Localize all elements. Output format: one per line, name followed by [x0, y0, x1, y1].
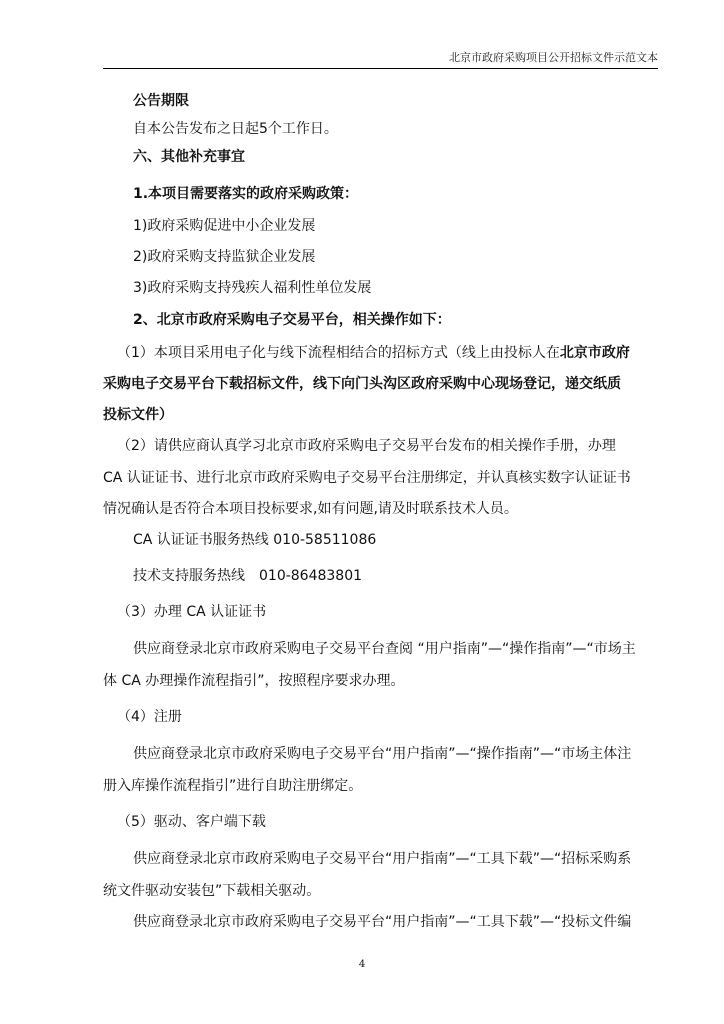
document-header-title: 北京市政府采购项目公开招标文件示范文本 [449, 51, 658, 64]
policy-item-2: 2)政府采购支持监狱企业发展 [133, 249, 316, 265]
sub5-heading: （5）驱动、客户端下载 [117, 814, 266, 830]
para1-line2: 采购电子交易平台下载招标文件，线下向门头沟区政府采购中心现场登记，递交纸质 [103, 376, 621, 392]
tech-hotline: 技术支持服务热线 010-86483801 [133, 568, 363, 584]
policy-item-3: 3)政府采购支持残疾人福利性单位发展 [133, 280, 372, 296]
para2-line3: 情况确认是否符合本项目投标要求,如有问题,请及时联系技术人员。 [103, 501, 518, 517]
sub4-line1: 供应商登录北京市政府采购电子交易平台“用户指南”—“操作指南”—“市场主体注 [133, 746, 632, 762]
para1-line1 [117, 344, 630, 362]
para1-line1-normal: （1）本项目采用电子化与线下流程相结合的招标方式（线上由投标人在 [117, 345, 560, 361]
para1-line3: 投标文件） [103, 407, 173, 423]
para2-line2: CA 认证证书、进行北京市政府采购电子交易平台注册绑定，并认真核实数字认证证书 [103, 470, 631, 486]
page-number: 4 [358, 959, 366, 970]
sub4-line2: 册入库操作流程指引”进行自助注册绑定。 [103, 778, 363, 794]
notice-period-heading: 公告期限 [133, 93, 189, 109]
sub5-para1-line1: 供应商登录北京市政府采购电子交易平台“用户指南”—“工具下载”—“招标采购系 [133, 851, 632, 867]
policy-item-1: 1)政府采购促进中小企业发展 [133, 218, 316, 234]
platform-heading: 2、北京市政府采购电子交易平台，相关操作如下： [133, 312, 451, 328]
notice-period-text: 自本公告发布之日起5个工作日。 [133, 121, 338, 137]
sub3-line1: 供应商登录北京市政府采购电子交易平台查阅 “用户指南”—“操作指南”—“市场主 [133, 641, 636, 657]
sub3-heading: （3）办理 CA 认证证书 [117, 604, 267, 620]
sub5-para2-line1: 供应商登录北京市政府采购电子交易平台“用户指南”—“工具下载”—“投标文件编 [133, 914, 632, 930]
para1-line1-bold: 北京市政府 [559, 345, 630, 361]
header-divider [103, 68, 658, 69]
ca-hotline: CA 认证证书服务热线 010-58511086 [133, 532, 377, 548]
section-six-heading: 六、其他补充事宜 [133, 149, 245, 165]
para2-line1: （2）请供应商认真学习北京市政府采购电子交易平台发布的相关操作手册，办理 [117, 438, 616, 454]
sub4-heading: （4）注册 [117, 709, 182, 725]
sub3-line2: 体 CA 办理操作流程指引”，按照程序要求办理。 [103, 673, 405, 689]
policy-heading: 1.本项目需要落实的政府采购政策： [133, 186, 359, 202]
sub5-para1-line2: 统文件驱动安装包”下载相关驱动。 [103, 883, 321, 899]
